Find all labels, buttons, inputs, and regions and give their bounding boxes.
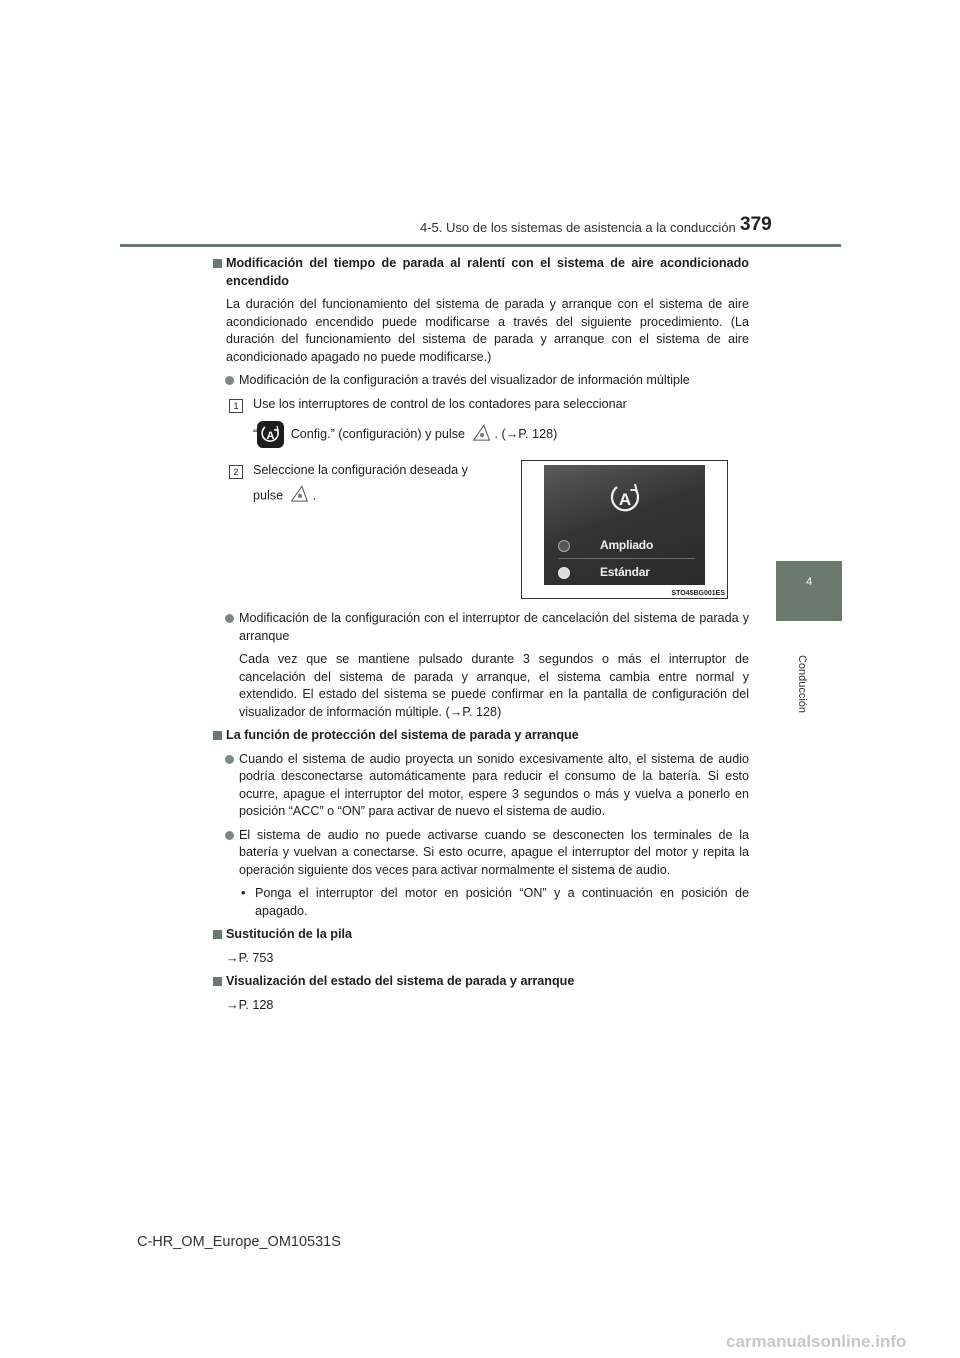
step-text bbox=[253, 462, 503, 480]
option-estandar[interactable] bbox=[558, 562, 695, 584]
step-2-line-1: Seleccione la configuración deseada y bbox=[253, 463, 468, 477]
display-illustration bbox=[521, 460, 728, 599]
bullet-body: Cada vez que se mantiene pulsado durante 3 segundos o más el interruptor de cancelación del sistema de parada y arranque, el sistema cambia entre normal y extendido. El estado del sistema se puede confirmar en la pantalla de configuración del visualizador de información múltiple. (→P. 128) bbox=[239, 652, 749, 719]
svg-text:A: A bbox=[618, 490, 632, 509]
document-code: C-HR_OM_Europe_OM10531S bbox=[137, 1234, 341, 1250]
watermark: carmanualsonline.info bbox=[726, 1332, 907, 1351]
section-title: Modificación del tiempo de parada al ralentí con el sistema de aire acondicionado encendido bbox=[212, 255, 749, 290]
bullet-item: El sistema de audio no puede activarse cuando se desconecten los terminales de la batería y vuelvan a conectarse. Si esto ocurre, apague el interruptor del motor y repita la operación siguiente dos veces para activar normalmente el sistema de audio. bbox=[212, 827, 749, 880]
stop-start-a-icon bbox=[608, 481, 642, 515]
option-label: Estándar bbox=[600, 565, 650, 579]
chapter-tab bbox=[776, 561, 842, 621]
ok-button-icon bbox=[289, 485, 311, 507]
chapter-tab-label: Conducción bbox=[796, 654, 808, 714]
step-number: 1 bbox=[229, 399, 243, 413]
step-2-line-2b: . bbox=[312, 488, 317, 503]
option-divider bbox=[558, 558, 695, 559]
step-1-line-2a: Config.” (configuración) y pulse bbox=[287, 426, 469, 441]
option-label: Ampliado bbox=[600, 538, 654, 552]
chapter-tab-number: 4 bbox=[805, 576, 813, 588]
step-1-line-1: Use los interruptores de control de los contadores para seleccionar bbox=[253, 397, 627, 411]
section-title: Sustitución de la pila bbox=[212, 926, 749, 944]
body-text: La duración del funcionamiento del sistema de parada y arranque con el sistema de aire acondicionado encendido puede modificarse a través del siguiente procedimiento. (La duración del funcionamiento del sistema de parada y arranque con el sistema de aire acondicionado apagado no puede modificarse.) bbox=[226, 297, 749, 364]
step-2-line-2a: pulse bbox=[253, 488, 287, 503]
radio-on-icon bbox=[558, 567, 570, 579]
step-1-line-2b: . (→P. 128) bbox=[494, 426, 558, 441]
page-reference: →P. 128 bbox=[226, 997, 274, 1012]
content-top bbox=[212, 255, 749, 396]
page-number: 379 bbox=[740, 214, 772, 235]
radio-off-icon bbox=[558, 540, 570, 552]
bullet-item: Modificación de la configuración con el interruptor de cancelación del sistema de parada y arranque bbox=[212, 610, 749, 645]
quote-open: “ bbox=[253, 426, 258, 441]
bullet-item: Cuando el sistema de audio proyecta un sonido excesivamente alto, el sistema de audio podría desconectarse automáticamente para reducir el consumo de la batería. Si esto ocurre, apague el interruptor del motor, espere 3 segundos o más y vuelva a ponerlo en posición “ACC” o “ON” para activar de nuevo el sistema de audio. bbox=[212, 751, 749, 821]
section-title: La función de protección del sistema de parada y arranque bbox=[212, 727, 749, 745]
dot-item: • Ponga el interruptor del motor en posición “ON” y a continuación en posición de apagado. bbox=[212, 885, 749, 920]
step-number: 2 bbox=[229, 465, 243, 479]
step-text bbox=[253, 396, 745, 414]
step-text-line-2 bbox=[253, 421, 745, 448]
header-rule bbox=[120, 244, 841, 247]
page-reference: →P. 753 bbox=[226, 950, 274, 965]
section-header: 4-5. Uso de los sistemas de asistencia a la conducción bbox=[420, 220, 736, 235]
ok-button-icon bbox=[471, 424, 493, 446]
content-bottom bbox=[212, 610, 749, 1020]
option-ampliado[interactable] bbox=[558, 535, 695, 557]
section-title: Visualización del estado del sistema de parada y arranque bbox=[212, 973, 749, 991]
step-text-line-2 bbox=[253, 485, 503, 507]
display-screen bbox=[544, 465, 705, 585]
illustration-code: STO45BG001ES bbox=[671, 590, 725, 597]
bullet-item: Modificación de la configuración a través del visualizador de información múltiple bbox=[212, 372, 749, 390]
stop-start-a-icon bbox=[257, 421, 284, 448]
svg-text:A: A bbox=[266, 430, 275, 442]
